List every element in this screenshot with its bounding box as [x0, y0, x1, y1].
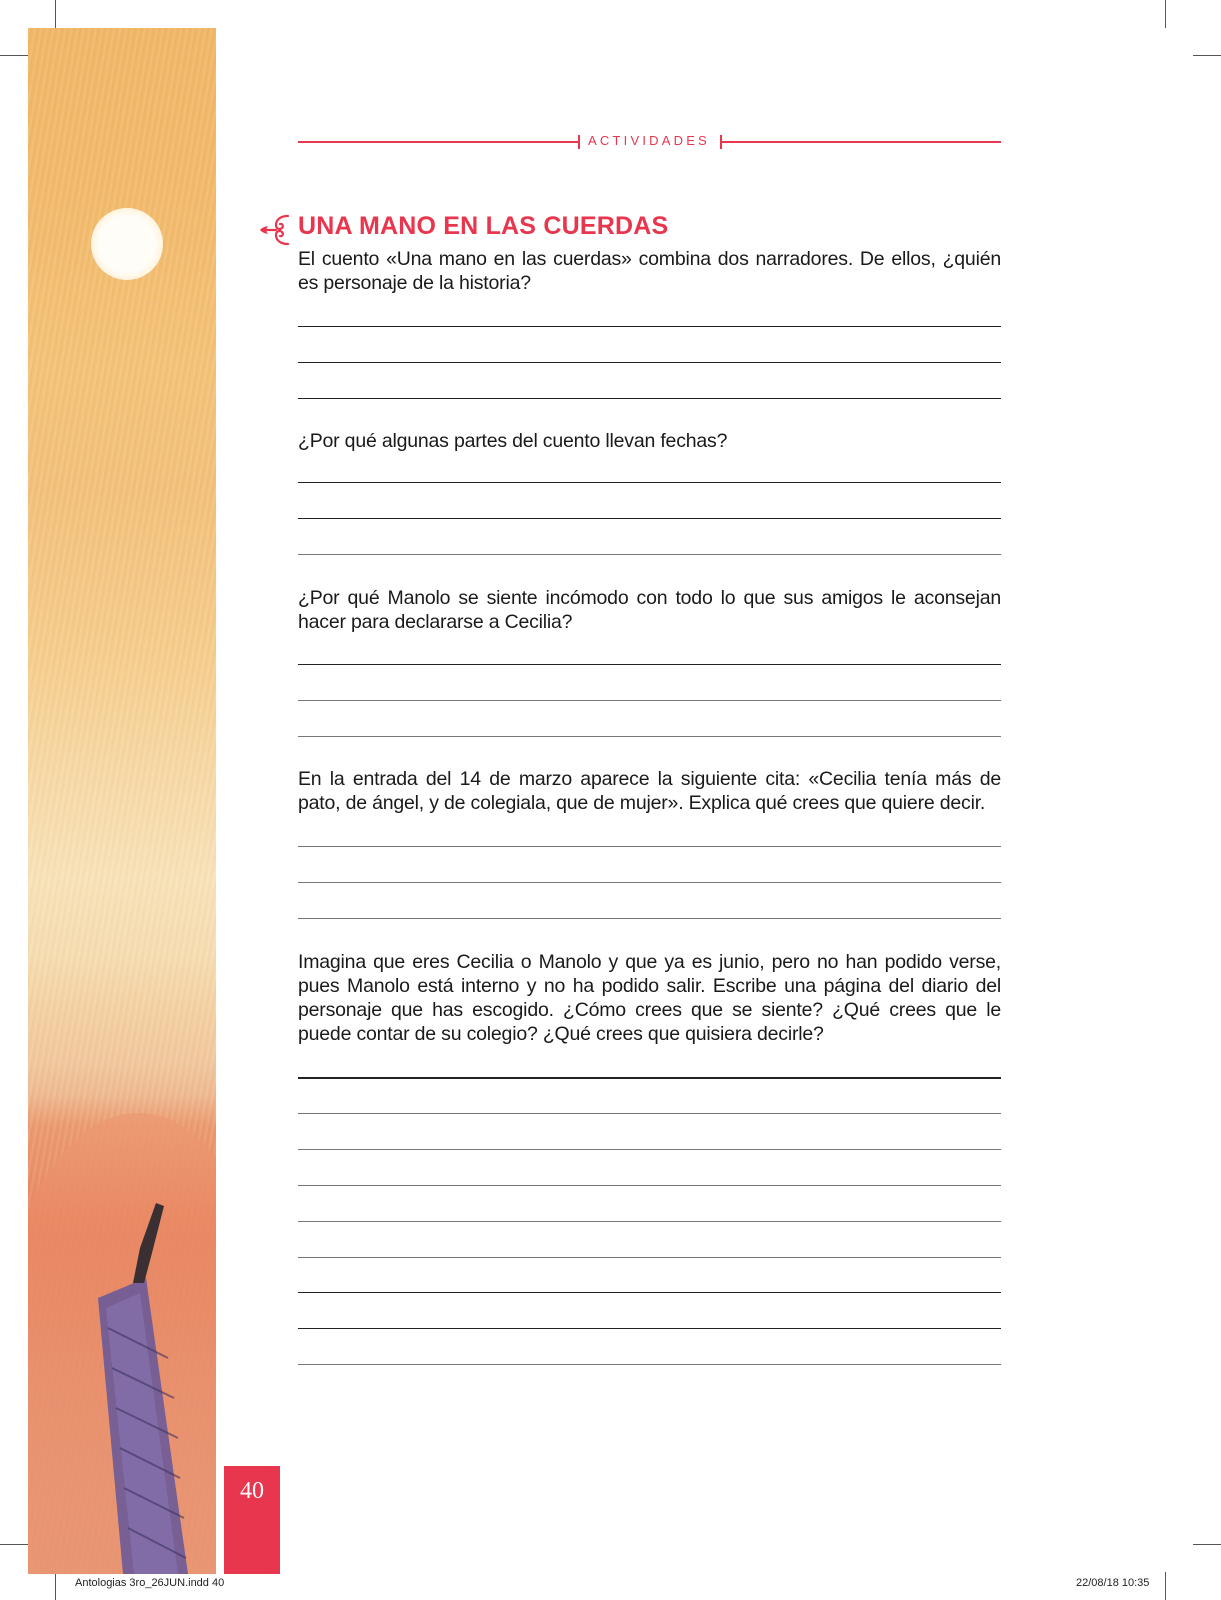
- answer-line[interactable]: [298, 918, 1001, 919]
- crop-mark: [0, 1544, 28, 1545]
- answer-line[interactable]: [298, 736, 1001, 737]
- sunset-illustration: [28, 28, 216, 1574]
- flourish-ornament-icon: [258, 210, 290, 250]
- answer-line[interactable]: [298, 1149, 1001, 1150]
- header-rule-left: [298, 141, 578, 143]
- question-3: ¿Por qué Manolo se siente incómodo con todo lo que sus amigos le aconsejan hacer para declararse a Cecilia?: [298, 587, 1001, 633]
- crop-mark: [55, 0, 56, 28]
- section-label: ACTIVIDADES: [588, 133, 710, 148]
- answer-line[interactable]: [298, 326, 1001, 327]
- question-4: En la entrada del 14 de marzo aparece la siguiente cita: «Cecilia tenía más de pato, de ángel, y de colegiala, que de mujer». Explica qué crees que quiere decir.: [298, 768, 1001, 814]
- page-number: 40: [240, 1478, 264, 1504]
- guitar-neck-illustration: [28, 28, 216, 1574]
- crop-mark: [1165, 1572, 1166, 1600]
- answer-line[interactable]: [298, 1292, 1001, 1293]
- answer-line[interactable]: [298, 1328, 1001, 1329]
- crop-mark: [0, 55, 28, 56]
- crop-mark: [55, 1572, 56, 1600]
- answer-line[interactable]: [298, 1113, 1001, 1114]
- answer-line[interactable]: [298, 700, 1001, 701]
- answer-line[interactable]: [298, 1364, 1001, 1365]
- answer-line[interactable]: [298, 554, 1001, 555]
- header-tick-left: [578, 135, 580, 149]
- crop-mark: [1193, 1544, 1221, 1545]
- answer-line[interactable]: [298, 518, 1001, 519]
- answer-line[interactable]: [298, 882, 1001, 883]
- question-2: ¿Por qué algunas partes del cuento llevan fechas?: [298, 430, 728, 452]
- answer-line[interactable]: [298, 846, 1001, 847]
- crop-mark: [1193, 55, 1221, 56]
- page-title: UNA MANO EN LAS CUERDAS: [298, 212, 669, 240]
- crop-mark: [1165, 0, 1166, 28]
- answer-line[interactable]: [298, 398, 1001, 399]
- answer-line[interactable]: [298, 1185, 1001, 1186]
- header-rule-right: [722, 141, 1001, 143]
- answer-line[interactable]: [298, 1077, 1001, 1079]
- slug-timestamp: 22/08/18 10:35: [1076, 1577, 1150, 1589]
- answer-line[interactable]: [298, 1221, 1001, 1222]
- answer-line[interactable]: [298, 362, 1001, 363]
- answer-line[interactable]: [298, 664, 1001, 665]
- answer-line[interactable]: [298, 482, 1001, 483]
- question-1: El cuento «Una mano en las cuerdas» combina dos narradores. De ellos, ¿quién es personaje de la historia?: [298, 248, 1001, 294]
- slug-file-name: Antologias 3ro_26JUN.indd 40: [75, 1577, 225, 1589]
- answer-line[interactable]: [298, 1257, 1001, 1258]
- question-5: Imagina que eres Cecilia o Manolo y que ya es junio, pero no han podido verse, pues Manolo está interno y no ha podido salir. Escribe una página del diario del personaje que has escogido. ¿Cómo crees que se siente? ¿Qué crees que le puede contar de su colegio? ¿Qué crees que quisiera decirle?: [298, 951, 1001, 1045]
